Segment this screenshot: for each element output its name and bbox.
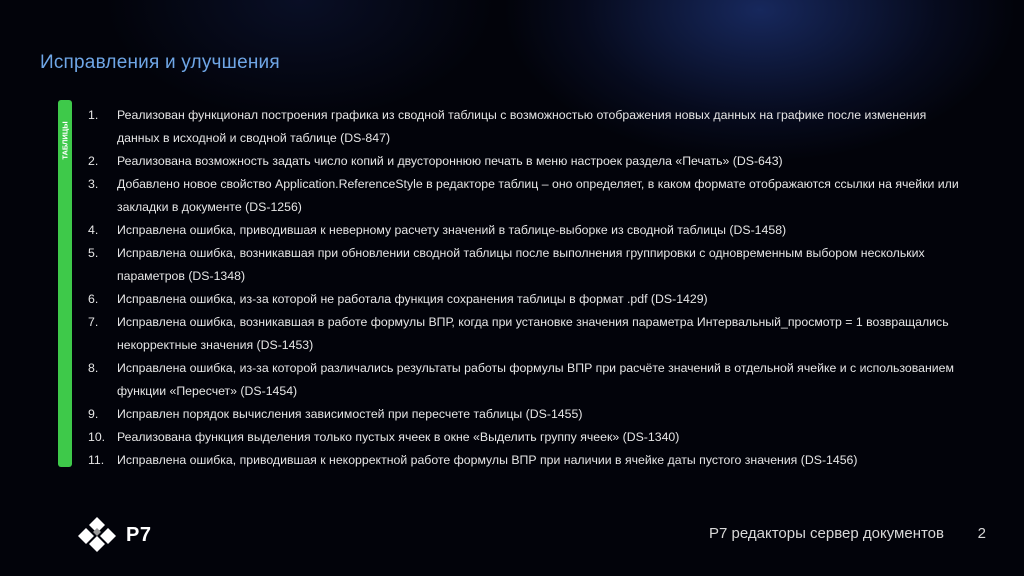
item-number: 3. <box>88 177 99 191</box>
slide-title: Исправления и улучшения <box>40 52 280 73</box>
list-item <box>88 357 968 403</box>
diamond-grid-icon <box>74 516 120 554</box>
item-number: 5. <box>88 246 99 260</box>
section-side-tab-label: ТАБЛИЦЫ <box>60 121 70 160</box>
item-number: 11. <box>88 453 105 467</box>
list-item <box>88 150 968 173</box>
item-number: 9. <box>88 407 99 421</box>
item-text: Исправлен порядок вычисления зависимостей при пересчете таблицы (DS-1455) <box>117 407 583 421</box>
item-text: Добавлено новое свойство Application.ReferenceStyle в редакторе таблиц – оно определяет, в каком формате отображаются ссылки на ячейки или закладки в документе (DS-1256) <box>117 177 959 214</box>
list-item <box>88 311 968 357</box>
list-item <box>88 219 968 242</box>
item-text: Исправлена ошибка, приводившая к некорректной работе формулы ВПР при наличии в ячейке даты пустого значения (DS-1456) <box>117 453 858 467</box>
list-item <box>88 426 968 449</box>
item-text: Исправлена ошибка, из-за которой не работала функция сохранения таблицы в формат .pdf (DS-1429) <box>117 292 708 306</box>
r7-logo <box>74 516 151 554</box>
item-number: 7. <box>88 315 99 329</box>
list-item <box>88 104 968 150</box>
page-number: 2 <box>977 525 986 542</box>
item-text: Реализована возможность задать число копий и двустороннюю печать в меню настроек раздела «Печать» (DS-643) <box>117 154 783 168</box>
logo-text: Р7 <box>126 523 152 546</box>
item-text: Реализован функционал построения графика из сводной таблицы с возможностью отображения новых данных на графике после изменения данных в исходной и сводной таблице (DS-847) <box>117 108 927 145</box>
item-number: 10. <box>88 430 106 444</box>
list-item <box>88 242 968 288</box>
item-number: 2. <box>88 154 99 168</box>
item-text: Исправлена ошибка, приводившая к неверному расчету значений в таблице-выборке из сводной таблицы (DS-1458) <box>117 223 787 237</box>
list-item <box>88 173 968 219</box>
item-number: 8. <box>88 361 99 375</box>
list-item <box>88 288 968 311</box>
list-item <box>88 449 968 472</box>
item-number: 6. <box>88 292 99 306</box>
footer-caption: Р7 редакторы сервер документов <box>709 525 944 542</box>
item-text: Исправлена ошибка, возникавшая при обновлении сводной таблицы после выполнения группировки с одновременным выбором нескольких параметров (DS-1348) <box>117 246 925 283</box>
changes-list <box>88 104 968 472</box>
item-number: 1. <box>88 108 99 122</box>
item-text: Исправлена ошибка, из-за которой различались результаты работы формулы ВПР при расчёте значений в отдельной ячейке и с использованием функции «Пересчет» (DS-1454) <box>117 361 954 398</box>
section-side-tab <box>58 100 72 467</box>
item-number: 4. <box>88 223 99 237</box>
item-text: Исправлена ошибка, возникавшая в работе формулы ВПР, когда при установке значения параметра Интервальный_просмотр = 1 возвращались некорректные значения (DS-1453) <box>117 315 949 352</box>
item-text: Реализована функция выделения только пустых ячеек в окне «Выделить группу ячеек» (DS-1340) <box>117 430 680 444</box>
list-item <box>88 403 968 426</box>
